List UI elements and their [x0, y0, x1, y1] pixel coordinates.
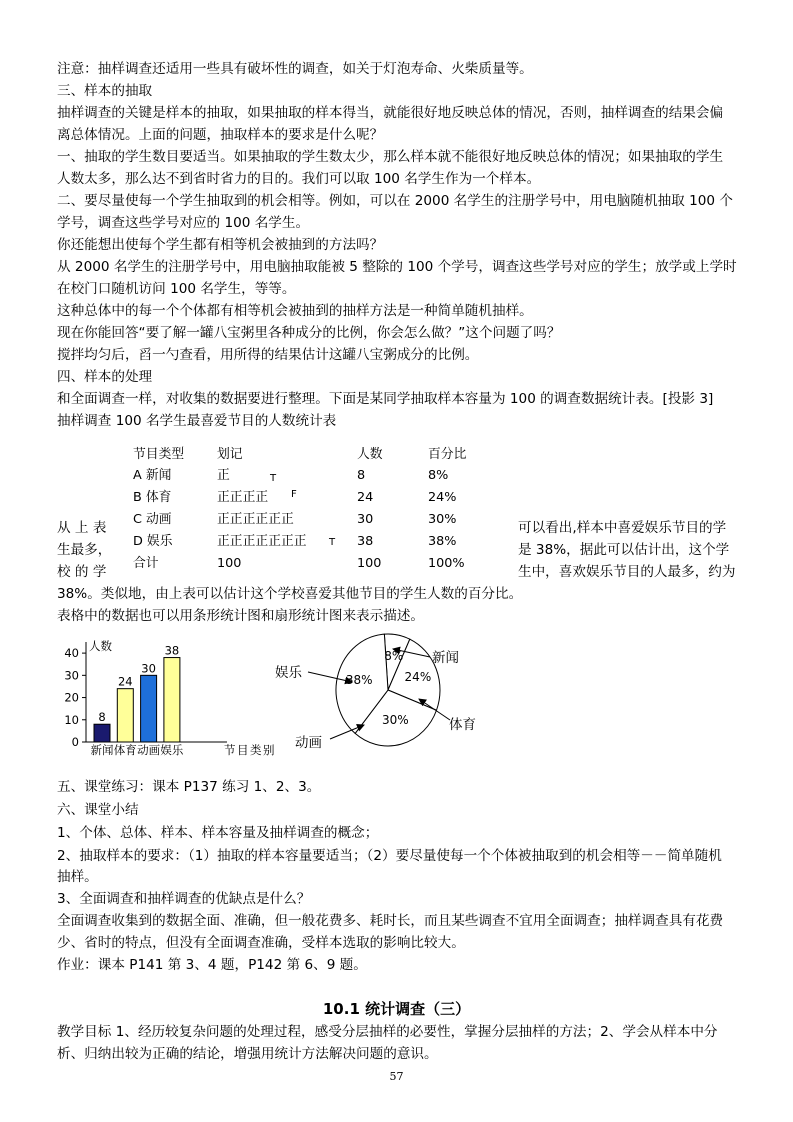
heading-summary: 六、课堂小结	[57, 802, 139, 818]
cell-type: A 新闻	[133, 468, 172, 483]
line-mid-2: 表格中的数据也可以用条形统计图和扇形统计图来表示描述。	[57, 608, 425, 624]
bar-value-label: 38	[164, 643, 180, 658]
line-b9: 作业：课本 P141 第 3、4 题，P142 第 6、9 题。	[57, 957, 367, 973]
bar-娱乐	[164, 658, 180, 742]
cell-type: C 动画	[133, 512, 172, 527]
line-p1: 注意：抽样调查还适用一些具有破坏性的调查，如关于灯泡寿命、火柴质量等。	[57, 61, 533, 77]
bar-新闻	[94, 724, 110, 742]
wrap-right-2: 是 38%，据此可以估计出，这个学	[518, 542, 730, 558]
line-p14: 搅拌均匀后，舀一勺查看，用所得的结果估计这罐八宝粥成分的比例。	[57, 347, 479, 363]
table-header-tally: 划记	[217, 447, 243, 462]
y-tick-label: 0	[71, 735, 79, 749]
line-b6: 3、全面调查和抽样调查的优缺点是什么？	[57, 891, 311, 907]
category-label: 体育	[113, 743, 137, 757]
wrap-left-1: 从 上 表	[57, 520, 107, 536]
line-p4: 离总体情况。上面的问题，抽取样本的要求是什么呢？	[57, 127, 384, 143]
line-b4: 2、抽取样本的要求：（1）抽取的样本容量要适当；（2）要尽量使每一个个体被抽取到的机会相等－－简单随机	[57, 848, 722, 864]
category-labels	[91, 743, 184, 757]
bar-value-label: 24	[117, 674, 133, 689]
line-b8: 少、省时的特点，但没有全面调查准确，受样本选取的影响比较大。	[57, 935, 465, 951]
cell-pct: 30%	[428, 512, 457, 527]
line-p5: 一、抽取的学生数目要适当。如果抽取的学生数太少，那么样本就不能很好地反映总体的情况；如果抽取的学生	[57, 149, 724, 165]
bars	[94, 658, 180, 742]
line-p7: 二、要尽量使每一个学生抽取到的机会相等。例如，可以在 2000 名学生的注册学号中，用电脑随机抽取 100 个	[57, 193, 733, 209]
wrap-left-3: 校 的 学	[57, 564, 107, 580]
cell-tally-extra: T	[270, 473, 277, 484]
cell-type: B 体育	[133, 490, 172, 505]
bar-chart	[62, 636, 302, 761]
line-e1: 教学目标 1、经历较复杂问题的处理过程，感受分层抽样的必要性，掌握分层抽样的方法；2、学会从样本中分	[57, 1024, 718, 1040]
table-caption: 抽样调查 100 名学生最喜爱节目的人数统计表	[57, 413, 337, 429]
heading-sample-processing: 四、样本的处理	[57, 369, 153, 385]
line-e2: 析、归纳出较为正确的结论，增强用统计方法解决问题的意识。	[57, 1046, 438, 1062]
callout-label-xinwen: 新闻	[432, 650, 459, 666]
cell-tally-extra: T	[329, 537, 336, 548]
wrap-right-3: 生中，喜欢娱乐节目的人最多，约为	[518, 564, 736, 580]
cell-tally: 100	[217, 556, 242, 571]
cell-tally-extra: F	[291, 489, 297, 500]
pie-percent-label: 24%	[404, 669, 432, 684]
cell-count: 24	[357, 490, 374, 505]
pie-percent-label: 8%	[384, 648, 404, 663]
cell-pct: 24%	[428, 490, 457, 505]
bar-value-label: 30	[141, 661, 156, 676]
cell-tally: 正	[217, 468, 230, 483]
y-tick-label: 20	[64, 690, 79, 705]
table-header-type: 节目类型	[133, 447, 185, 462]
bar-体育	[117, 689, 133, 742]
cell-tally: 正正正正正正	[217, 512, 294, 527]
bar-动画	[141, 675, 157, 742]
line-p8: 学号，调查这些学号对应的 100 名学生。	[57, 215, 310, 231]
line-p10: 从 2000 名学生的注册学号中，用电脑抽取能被 5 整除的 100 个学号，调查这些学号对应的学生；放学或上学时	[57, 259, 737, 275]
wrap-left-2: 生最多，	[57, 542, 112, 558]
line-b1: 五、课堂练习：课本 P137 练习 1、2、3。	[57, 779, 321, 795]
line-b7: 全面调查收集到的数据全面、准确，但一般花费多、耗时长，而且某些调查不宜用全面调查；抽样调查具有花费	[57, 913, 724, 929]
line-p9: 你还能想出使每个学生都有相等机会被抽到的方法吗？	[57, 237, 384, 253]
cell-count: 38	[357, 534, 374, 549]
line-b3: 1、个体、总体、样本、样本容量及抽样调查的概念；	[57, 825, 379, 841]
cell-pct: 38%	[428, 534, 457, 549]
callout-label-yule: 娱乐	[275, 665, 302, 681]
pie-percent-label: 30%	[381, 712, 409, 727]
heading-sample-selection: 三、样本的抽取	[57, 83, 153, 99]
callout-label-tiyu: 体育	[449, 717, 476, 733]
bar-value-label: 8	[98, 710, 106, 725]
cell-pct: 8%	[428, 468, 449, 483]
cell-type: D 娱乐	[133, 534, 173, 549]
page-number: 57	[389, 1070, 404, 1083]
line-p3: 抽样调查的关键是样本的抽取，如果抽取的样本得当，就能很好地反映总体的情况，否则，抽样调查的结果会偏	[57, 105, 724, 121]
y-tick-label: 10	[64, 712, 79, 727]
callout-label-donghua: 动画	[295, 735, 322, 751]
cell-count: 100	[357, 556, 382, 571]
x-axis-label: 节目类别	[224, 743, 276, 757]
cell-type: 合计	[133, 556, 159, 571]
cell-count: 30	[357, 512, 374, 527]
line-p6: 人数太多，那么达不到省时省力的目的。我们可以取 100 名学生作为一个样本。	[57, 171, 541, 187]
cell-count: 8	[357, 468, 366, 483]
category-label: 娱乐	[160, 743, 184, 757]
section-title: 10.1 统计调查（三）	[322, 1000, 471, 1018]
category-label: 新闻	[90, 743, 114, 757]
pie-percent-label: 38%	[345, 673, 373, 688]
y-ticks	[64, 646, 86, 749]
cell-pct: 100%	[428, 556, 465, 571]
y-tick-label: 40	[64, 646, 79, 661]
wrap-right-1: 可以看出,样本中喜爱娱乐节目的学	[518, 520, 727, 536]
line-p13: 现在你能回答“要了解一罐八宝粥里各种成分的比例，你会怎么做？”这个问题了吗？	[57, 325, 561, 341]
y-tick-label: 30	[64, 668, 79, 683]
line-mid-1: 38%。类似地，由上表可以估计这个学校喜爱其他节目的学生人数的百分比。	[57, 586, 523, 602]
line-b5: 抽样。	[57, 869, 98, 885]
cell-tally: 正正正正正正正	[217, 534, 307, 549]
table-header-pct: 百分比	[428, 447, 467, 462]
y-axis-label: 人数	[89, 639, 112, 653]
line-p11: 在校门口随机访问 100 名学生，等等。	[57, 281, 296, 297]
pie-chart	[270, 632, 500, 762]
cell-tally: 正正正正	[217, 490, 269, 505]
line-p16: 和全面调查一样，对收集的数据要进行整理。下面是某同学抽取样本容量为 100 的调查数据统计表。[投影 3]	[57, 391, 714, 407]
line-p12: 这种总体中的每一个个体都有相等机会被抽到的抽样方法是一种简单随机抽样。	[57, 303, 533, 319]
category-label: 动画	[137, 743, 161, 757]
table-header-count: 人数	[357, 447, 383, 462]
